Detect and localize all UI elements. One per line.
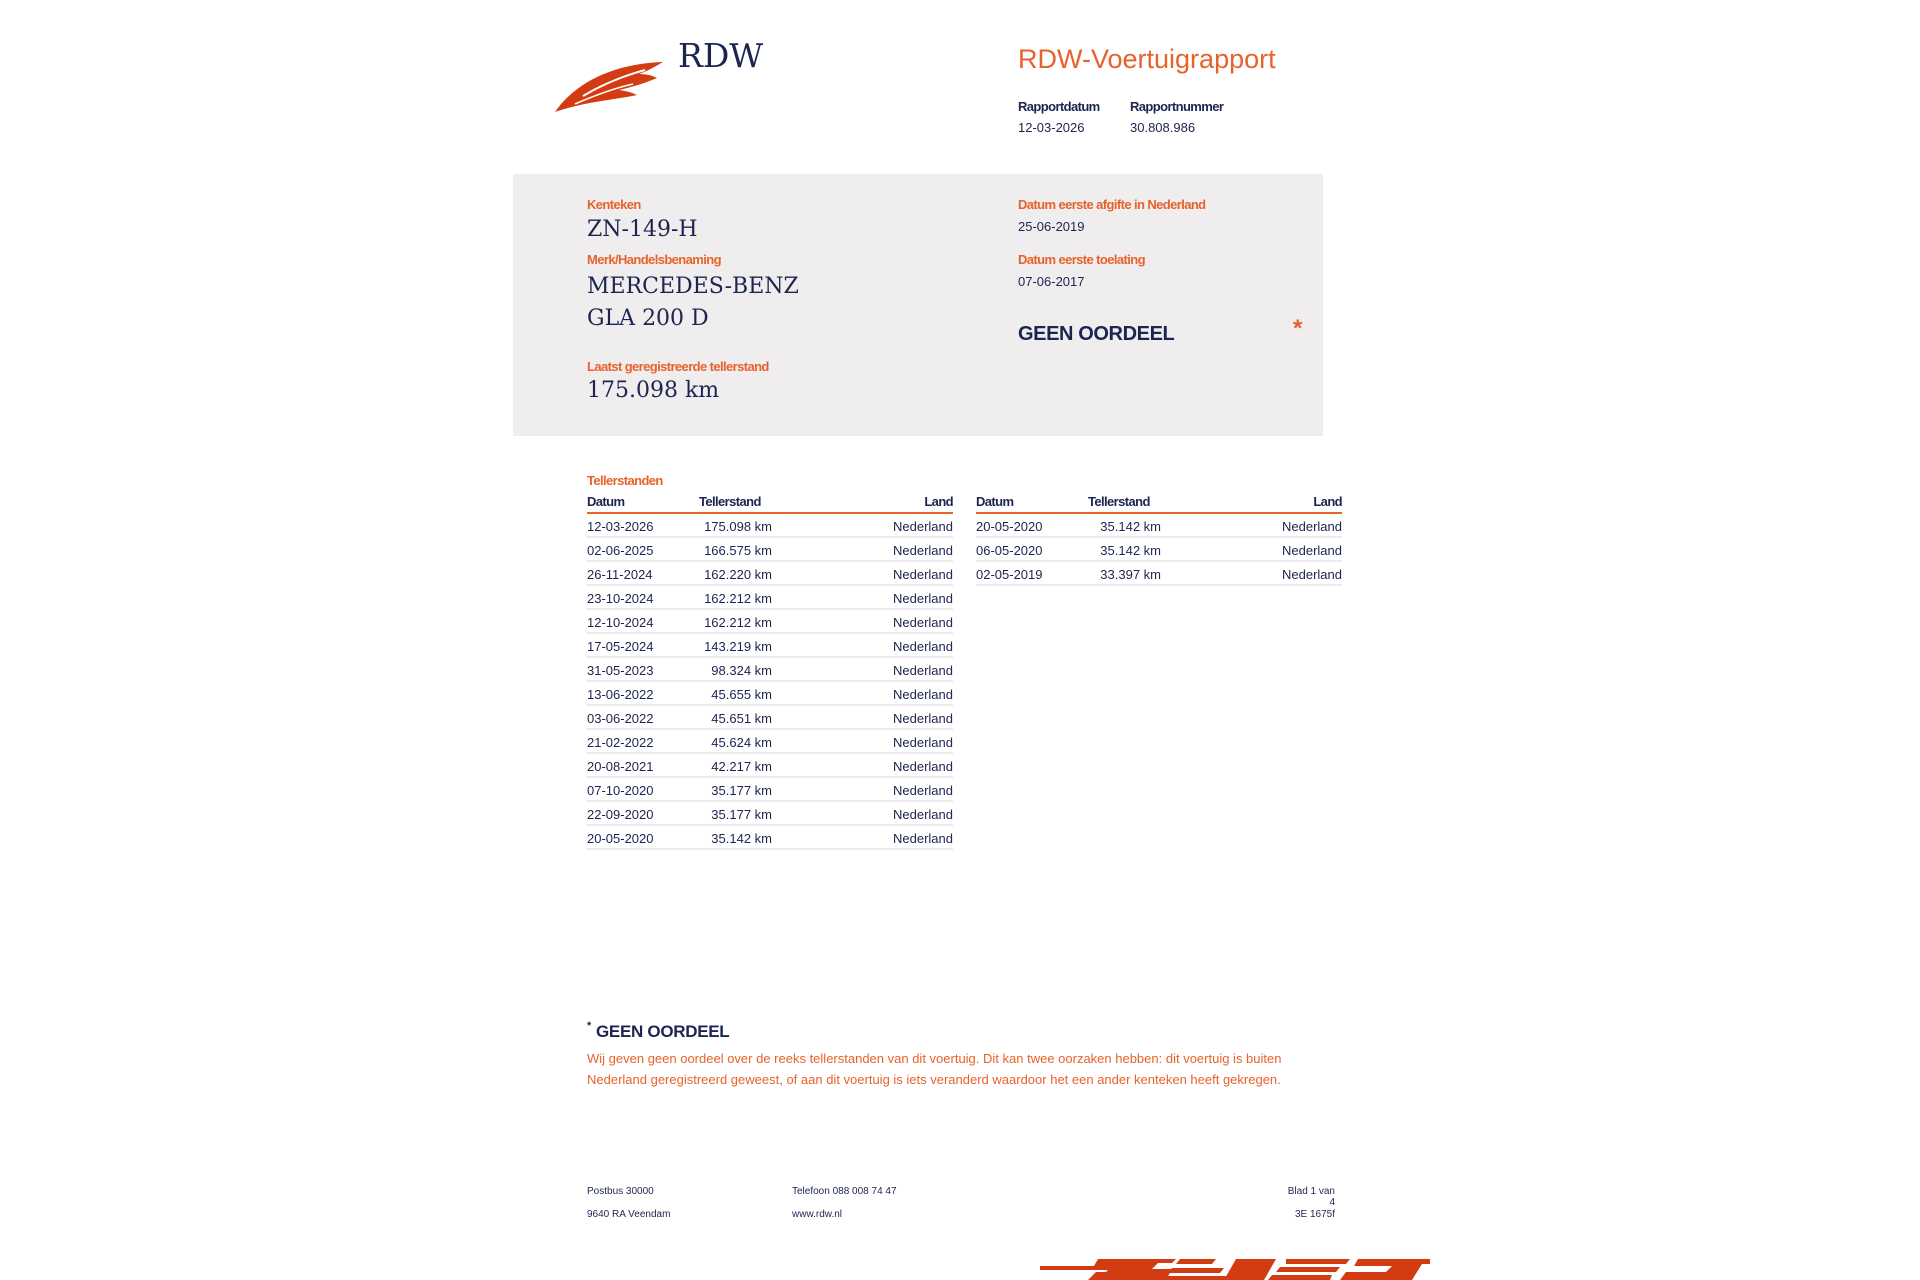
report-title: RDW-Voertuigrapport [1018,44,1276,74]
odometer-value: 175.098 km [587,378,720,403]
footer-phone: Telefoon 088 008 74 47 [792,1186,897,1197]
header-date: Datum [587,494,625,509]
cell-country: Nederland [893,687,953,702]
stripes-decoration-icon [1040,1255,1430,1280]
cell-date: 12-10-2024 [587,615,654,630]
cell-km: 98.324 km [711,663,772,678]
cell-date: 03-06-2022 [587,711,654,726]
cell-date: 20-08-2021 [587,759,654,774]
footnote-text: Wij geven geen oordeel over de reeks tellerstanden van dit voertuig. Dit kan twee oorzaken hebben: dit voertuig is buiten Nederland geregistreerd geweest, of aan dit voertuig is iets veranderd waardoor het een ander kenteken heeft gekregen. [587,1051,1282,1087]
cell-country: Nederland [893,735,953,750]
header-km: Tellerstand [1088,494,1150,509]
cell-date: 22-09-2020 [587,807,654,822]
cell-country: Nederland [893,591,953,606]
first-admission-value: 07-06-2017 [1018,274,1085,289]
table-body [976,514,1342,586]
cell-date: 31-05-2023 [587,663,654,678]
report-date-label: Rapportdatum [1018,99,1100,114]
report-number: 30.808.986 [1130,120,1196,135]
header-date: Datum [976,494,1014,509]
cell-date: 20-05-2020 [976,519,1043,534]
cell-country: Nederland [893,615,953,630]
cell-date: 02-05-2019 [976,567,1043,582]
cell-km: 45.651 km [711,711,772,726]
cell-km: 162.220 km [704,567,772,582]
cell-km: 45.624 km [711,735,772,750]
cell-km: 162.212 km [704,615,772,630]
cell-date: 26-11-2024 [587,567,653,582]
footnote-asterisk: * [587,1020,592,1032]
table-row [587,826,953,850]
plate-label: Kenteken [587,197,641,212]
cell-country: Nederland [893,519,953,534]
cell-date: 20-05-2020 [587,831,654,846]
table-row [587,754,953,778]
cell-country: Nederland [1282,519,1342,534]
make-label: Merk/Handelsbenaming [587,252,721,267]
table-body [587,514,953,850]
cell-km: 166.575 km [704,543,772,558]
verdict-asterisk: * [1293,315,1303,342]
footnote-title: GEEN OORDEEL [596,1022,730,1041]
cell-country: Nederland [893,711,953,726]
cell-km: 162.212 km [704,591,772,606]
logo-text: RDW [678,36,764,75]
table-row [976,538,1342,562]
cell-date: 07-10-2020 [587,783,654,798]
cell-km: 35.177 km [711,783,772,798]
report-number-label: Rapportnummer [1130,99,1224,114]
plate-value: ZN-149-H [587,217,698,242]
cell-km: 42.217 km [711,759,772,774]
cell-date: 12-03-2026 [587,519,654,534]
table-row [587,730,953,754]
cell-country: Nederland [893,567,953,582]
make-value: MERCEDES-BENZ [587,274,799,299]
table-header [976,492,1342,514]
first-nl-label: Datum eerste afgifte in Nederland [1018,197,1206,212]
panel-notch [513,416,623,438]
cell-country: Nederland [893,759,953,774]
table-row [976,562,1342,586]
footer-page-number: Blad 1 van 4 [1287,1186,1335,1208]
odometer-label: Laatst geregistreerde tellerstand [587,359,769,374]
cell-country: Nederland [1282,543,1342,558]
table-row [587,586,953,610]
report-date: 12-03-2026 [1018,120,1085,135]
first-nl-value: 25-06-2019 [1018,219,1085,234]
table-row [587,514,953,538]
table-row [587,610,953,634]
cell-country: Nederland [893,831,953,846]
cell-country: Nederland [1282,567,1342,582]
cell-country: Nederland [893,807,953,822]
readings-table-left [587,492,953,850]
header-country: Land [1313,494,1342,509]
cell-km: 35.142 km [1100,543,1161,558]
cell-km: 143.219 km [704,639,772,654]
table-row [587,778,953,802]
cell-country: Nederland [893,639,953,654]
readings-title: Tellerstanden [587,473,663,488]
rdw-wing-icon [553,56,665,114]
table-row [587,658,953,682]
table-row [587,634,953,658]
cell-km: 35.142 km [1100,519,1161,534]
table-row [587,802,953,826]
cell-date: 02-06-2025 [587,543,654,558]
table-row [587,538,953,562]
cell-km: 35.177 km [711,807,772,822]
cell-date: 23-10-2024 [587,591,654,606]
table-header [587,492,953,514]
readings-table-right [976,492,1342,586]
cell-country: Nederland [893,663,953,678]
cell-km: 45.655 km [711,687,772,702]
footer-website[interactable]: www.rdw.nl [792,1209,843,1220]
cell-country: Nederland [893,543,953,558]
table-row [587,706,953,730]
cell-km: 33.397 km [1100,567,1161,582]
header-country: Land [924,494,953,509]
cell-date: 13-06-2022 [587,687,654,702]
cell-date: 21-02-2022 [587,735,654,750]
cell-country: Nederland [893,783,953,798]
table-row [587,682,953,706]
verdict-text: GEEN OORDEEL [1018,323,1175,345]
footer-address-line-1: Postbus 30000 [587,1186,654,1197]
footer-address-line-2: 9640 RA Veendam [587,1209,671,1220]
header-km: Tellerstand [699,494,761,509]
first-admission-label: Datum eerste toelating [1018,252,1145,267]
footer-doc-code: 3E 1675f [1294,1209,1335,1220]
table-row [587,562,953,586]
model-value: GLA 200 D [587,306,709,331]
cell-km: 35.142 km [711,831,772,846]
cell-date: 06-05-2020 [976,543,1043,558]
table-row [976,514,1342,538]
cell-km: 175.098 km [704,519,772,534]
cell-date: 17-05-2024 [587,639,654,654]
